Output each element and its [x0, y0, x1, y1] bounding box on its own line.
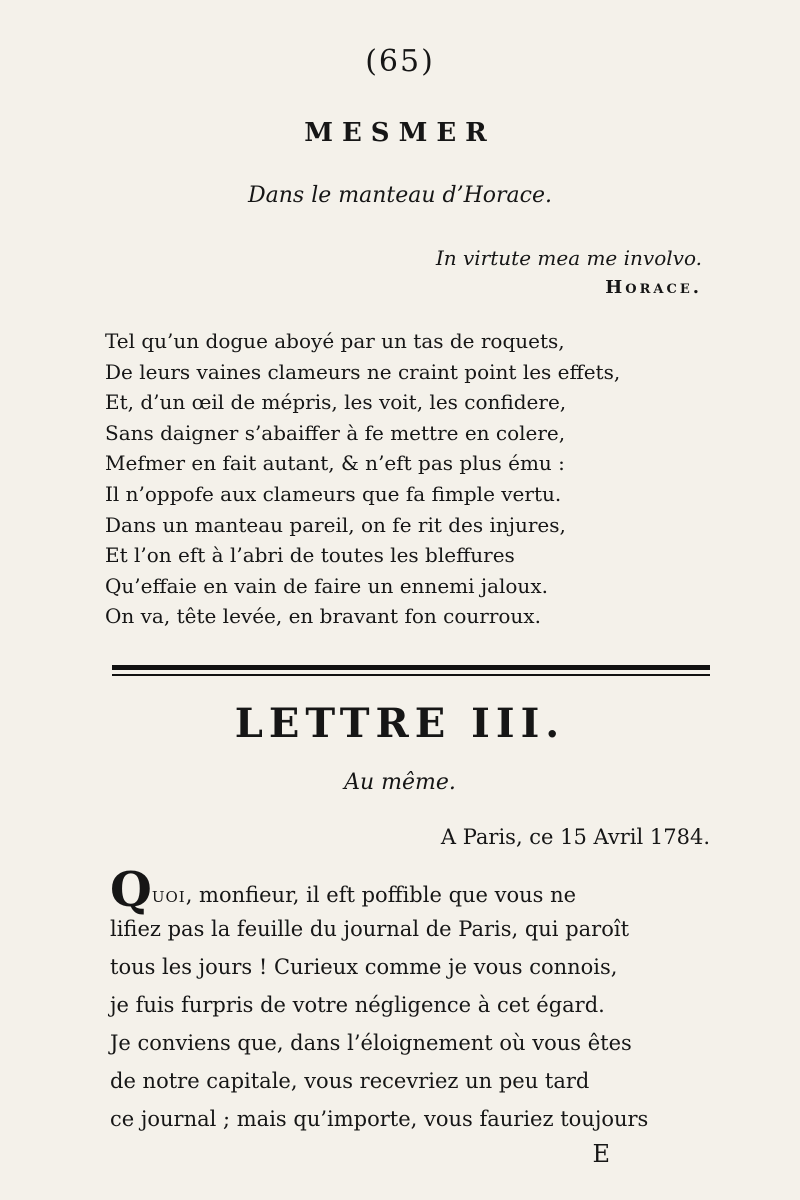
- body-line: ce journal ; mais qu’importe, vous fauriez toujours: [110, 1107, 649, 1131]
- body-line: de notre capitale, vous recevriez un peu tard: [110, 1069, 590, 1093]
- verse-line: Sans daigner s’abaiffer à fe mettre en colere,: [105, 420, 566, 445]
- verse-line: Mefmer en fait autant, & n’eft pas plus ému :: [105, 451, 565, 476]
- verse-line: Et l’on eft à l’abri de toutes les bleffures: [105, 543, 515, 568]
- body-line-first: [110, 862, 715, 918]
- letter-dateline: A Paris, ce 15 Avril 1784.: [440, 825, 710, 849]
- letter-title: LETTRE III.: [234, 700, 566, 747]
- poem-subtitle: Dans le manteau d’Horace.: [247, 183, 552, 208]
- verse-line: Et, d’un œil de mépris, les voit, les confidere,: [105, 390, 567, 415]
- verse-line: De leurs vaines clameurs ne craint point les effets,: [105, 359, 621, 384]
- epigraph: In virtute mea me involvo.: [435, 246, 702, 270]
- verse-line: Qu’effaie en vain de faire un ennemi jaloux.: [105, 573, 548, 598]
- section-divider-thin: [112, 674, 710, 676]
- verse-line: Il n’oppofe aux clameurs que fa fimple vertu.: [105, 481, 562, 506]
- body-line: Je conviens que, dans l’éloignement où vous êtes: [110, 1031, 632, 1055]
- body-line: je fuis furpris de votre négligence à cet égard.: [110, 993, 605, 1017]
- first-word-small-caps: uoi: [151, 883, 186, 907]
- body-line: tous les jours ! Curieux comme je vous connois,: [110, 955, 618, 979]
- signature-mark: E: [592, 1140, 610, 1168]
- poem-verses: [105, 326, 705, 632]
- poem-title: MESMER: [304, 118, 496, 148]
- verse-line: Tel qu’un dogue aboyé par un tas de roquets,: [105, 329, 565, 353]
- first-line-text: , monfieur, il eft poffible que vous ne: [185, 883, 577, 907]
- body-line: lifiez pas la feuille du journal de Paris, qui paroît: [110, 917, 630, 941]
- verse-line: On va, tête levée, en bravant fon courroux.: [105, 604, 541, 629]
- verse-line: Dans un manteau pareil, on fe rit des injures,: [105, 512, 566, 537]
- letter-body: [110, 862, 715, 1138]
- page-number: (65): [365, 44, 435, 79]
- letter-recipient: Au même.: [344, 770, 456, 795]
- drop-cap: Q: [110, 862, 152, 918]
- epigraph-attribution: Horace.: [605, 277, 702, 298]
- section-divider-thick: [112, 665, 710, 670]
